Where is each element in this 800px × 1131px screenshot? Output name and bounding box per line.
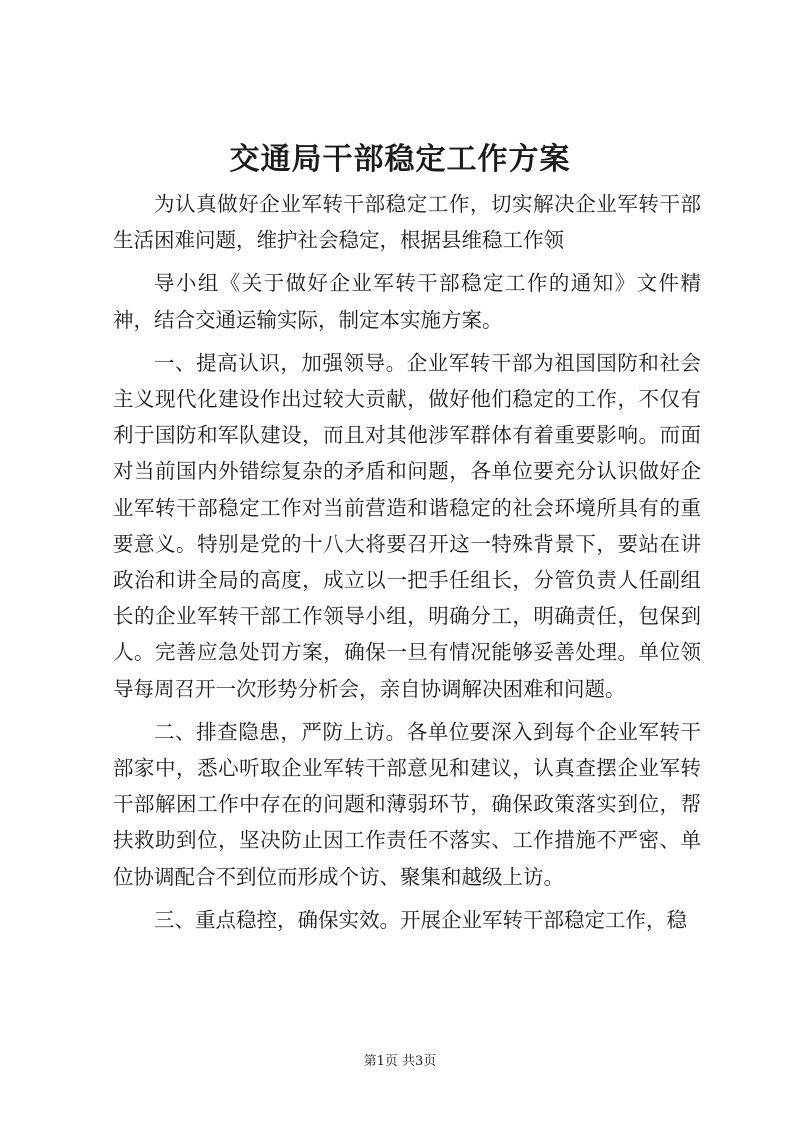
paragraph-section-3: 三、重点稳控，确保实效。开展企业军转干部稳定工作，稳 xyxy=(154,907,687,932)
page-footer: 第1页 共3页 xyxy=(363,1054,437,1069)
document-body xyxy=(113,186,701,945)
paragraph-basis: 导小组《关于做好企业军转干部稳定工作的通知》文件精神，结合交通运输实际，制定本实施方案。 xyxy=(113,271,701,332)
paragraph-intro: 为认真做好企业军转干部稳定工作，切实解决企业军转干部生活困难问题，维护社会稳定，根据县维稳工作领 xyxy=(113,192,701,253)
paragraph-section-1: 一、提高认识，加强领导。企业军转干部为祖国国防和社会主义现代化建设作出过较大贡献，做好他们稳定的工作，不仅有利于国防和军队建设，而且对其他涉军群体有着重要影响。而面对当前国内外错综复杂的矛盾和问题，各单位要充分认识做好企业军转干部稳定工作对当前营造和谐稳定的社会环境所具有的重要意义。特别是党的十八大将要召开这一特殊背景下，要站在讲政治和讲全局的高度，成立以一把手任组长，分管负责人任副组长的企业军转干部工作领导小组，明确分工，明确责任，包保到人。完善应急处罚方案，确保一旦有情况能够妥善处理。单位领导每周召开一次形势分析会，亲自协调解决困难和问题。 xyxy=(113,350,701,701)
paragraph-section-2: 二、排查隐患，严防上访。各单位要深入到每个企业军转干部家中，悉心听取企业军转干部意见和建议，认真查摆企业军转干部解困工作中存在的问题和薄弱环节，确保政策落实到位，帮扶救助到位，坚决防止因工作责任不落实、工作措施不严密、单位协调配合不到位而形成个访、聚集和越级上访。 xyxy=(113,719,701,889)
document-title: 交通局干部稳定工作方案 xyxy=(229,142,571,177)
